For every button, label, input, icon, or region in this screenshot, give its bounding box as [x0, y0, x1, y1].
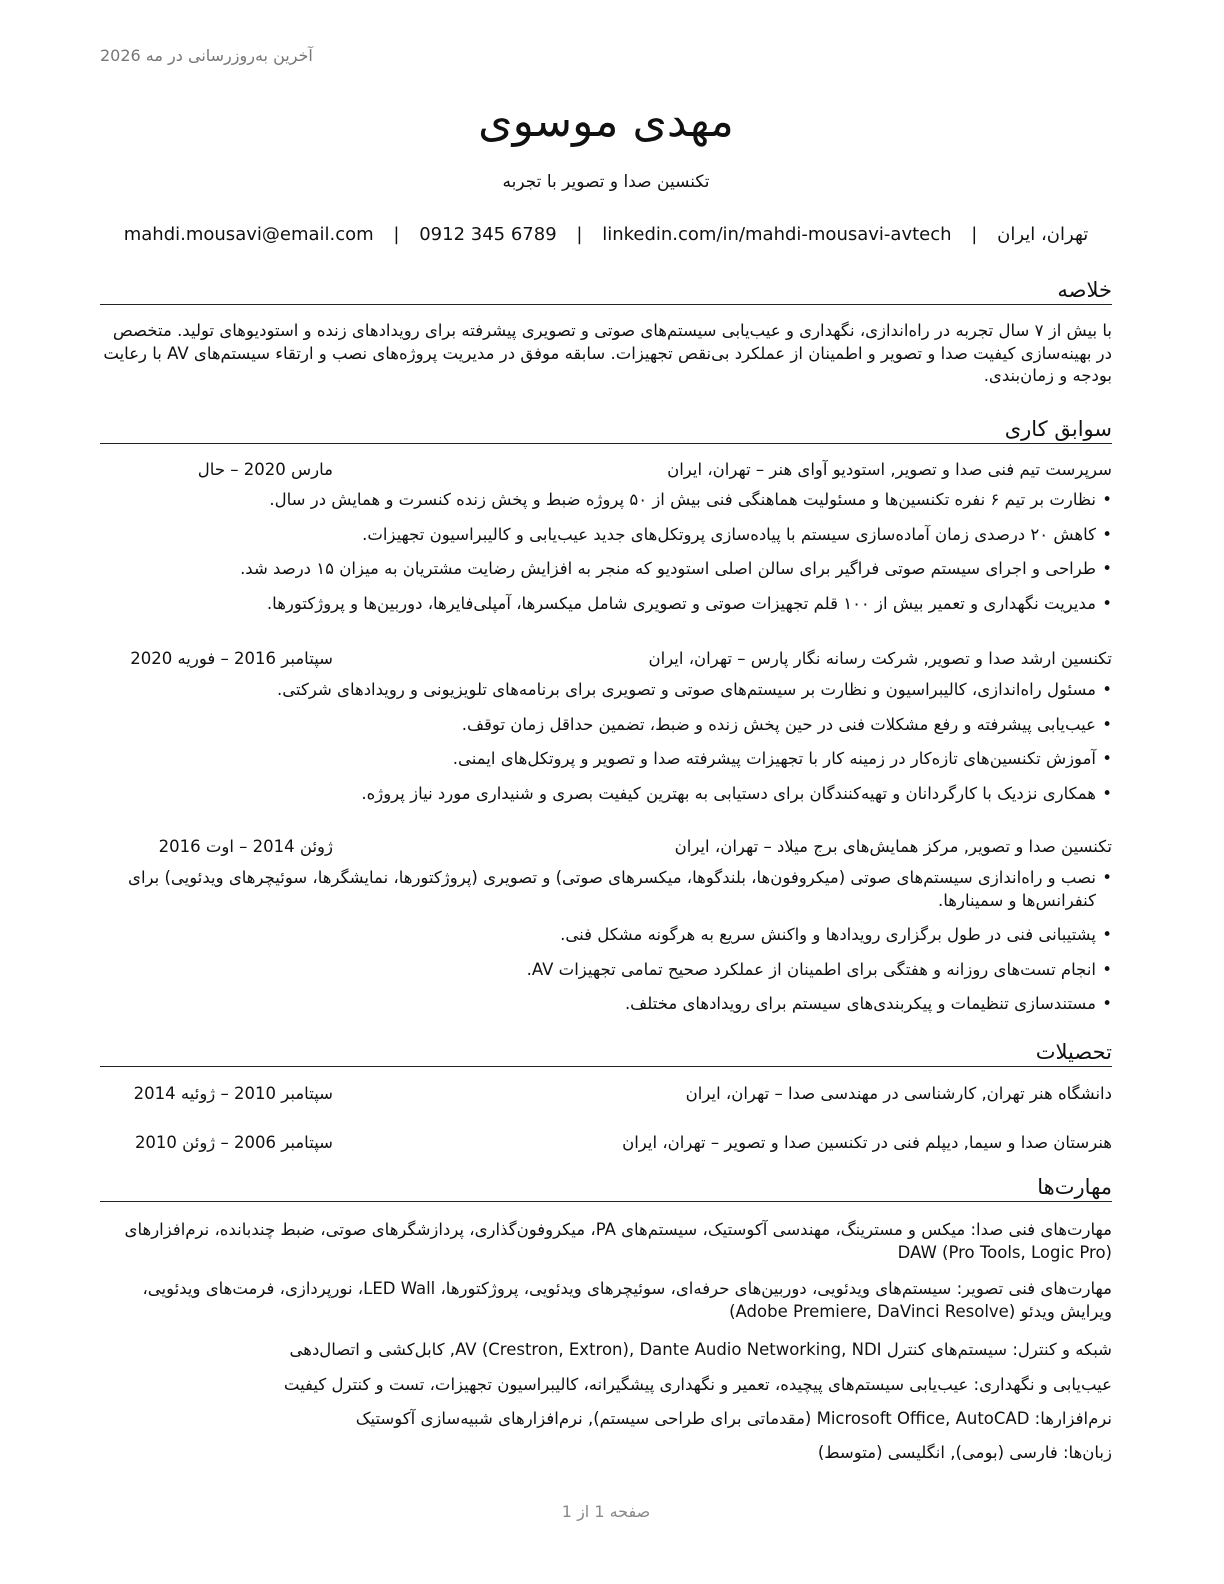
job-bullet: • آموزش تکنسین‌های تازه‌کار در زمینه کار با تجهیزات پیشرفته صدا و تصویر و پروتکل‌های ایمنی.: [100, 748, 1112, 771]
job-bullet: • مسئول راه‌اندازی، کالیبراسیون و نظارت بر سیستم‌های صوتی و تصویری برای برنامه‌های تلویزیونی و رویدادهای شرکتی.: [100, 679, 1112, 702]
contact-email[interactable]: mahdi.mousavi@email.com: [123, 224, 374, 245]
job-dates: ژوئن 2014 – اوت 2016: [158, 837, 333, 856]
contact-separator: |: [393, 224, 400, 245]
page-number: صفحه 1 از 1: [561, 1502, 651, 1521]
last-updated-note: [100, 46, 1112, 65]
job-bullet: • مدیریت نگهداری و تعمیر بیش از ۱۰۰ قلم تجهیزات صوتی و تصویری شامل میکسرها، آمپلی‌فایرها، دوربین‌ها و پروژکتورها.: [100, 593, 1112, 616]
skill-line: عیب‌یابی و نگهداری: عیب‌یابی سیستم‌های پیچیده، تعمیر و نگهداری پیشگیرانه، کالیبراسیون تجهیزات، تست و کنترل کیفیت: [283, 1375, 1112, 1394]
summary-text: با بیش از ۷ سال تجربه در راه‌اندازی، نگهداری و عیب‌یابی سیستم‌های صوتی و تصویری پیشرفته برای رویدادهای زنده و استودیوهای تولید. متخصص در بهینه‌سازی کیفیت صدا و تصویر و اطمینان از عملکرد بی‌نقص تجهیزات. سابقه موفق در مدیریت پروژه‌های نصب و ارتقاء سیستم‌های AV با رعایت بودجه و زمان‌بندی.: [103, 321, 1112, 385]
skill-line: شبکه و کنترل: سیستم‌های کنترل AV (Crestron, Extron), Dante Audio Networking, NDI, کابل‌کشی و اتصال‌دهی: [289, 1340, 1112, 1359]
summary-heading: خلاصه: [100, 276, 1112, 305]
job-header: [100, 458, 1112, 482]
job-role: سرپرست تیم فنی صدا و تصویر, استودیو آوای هنر – تهران، ایران: [667, 460, 1112, 479]
experience-heading: سوابق کاری: [100, 415, 1112, 444]
job-bullet: • مستندسازی تنظیمات و پیکربندی‌های سیستم برای رویدادهای مختلف.: [100, 993, 1112, 1016]
contact-location: تهران، ایران: [997, 224, 1089, 245]
job-bullet: • انجام تست‌های روزانه و هفتگی برای اطمینان از عملکرد صحیح تمامی تجهیزات AV.: [100, 959, 1112, 982]
skill-line: زبان‌ها: فارسی (بومی), انگلیسی (متوسط): [817, 1443, 1112, 1462]
job-dates: مارس 2020 – حال: [197, 460, 333, 479]
skill-line: نرم‌افزارها: Microsoft Office, AutoCAD (مقدماتی برای طراحی سیستم), نرم‌افزارهای شبیه‌سازی آکوستیک: [355, 1409, 1112, 1428]
job-bullet: • همکاری نزدیک با کارگردانان و تهیه‌کنندگان برای دستیابی به بهترین کیفیت بصری و شنیداری مورد نیاز پروژه.: [100, 783, 1112, 806]
contact-linkedin[interactable]: linkedin.com/in/mahdi-mousavi-avtech: [602, 224, 952, 245]
job-role: تکنسین ارشد صدا و تصویر, شرکت رسانه نگار پارس – تهران، ایران: [648, 649, 1112, 668]
candidate-title: تکنسین صدا و تصویر با تجربه: [502, 172, 710, 192]
education-item: [100, 1082, 1112, 1106]
job-header: [100, 835, 1112, 859]
job-bullet: • پشتیبانی فنی در طول برگزاری رویدادها و واکنش سریع به هرگونه مشکل فنی.: [100, 924, 1112, 947]
job-role: تکنسین صدا و تصویر, مرکز همایش‌های برج میلاد – تهران، ایران: [674, 837, 1112, 856]
job-bullet: • نصب و راه‌اندازی سیستم‌های صوتی (میکروفون‌ها، بلندگوها، میکسرهای صوتی) و تصویری (پروژکتورها، نمایشگرها، سوئیچرهای ویدئویی) برای کنفرانس‌ها و سمینارها.: [100, 867, 1112, 912]
job-bullets: [100, 489, 1112, 627]
resume-page: [100, 0, 1112, 1584]
last-updated-text: آخرین به‌روزرسانی در مه 2026: [100, 46, 313, 65]
education-degree: هنرستان صدا و سیما, دیپلم فنی در تکنسین صدا و تصویر – تهران، ایران: [622, 1133, 1112, 1152]
job-dates: سپتامبر 2016 – فوریه 2020: [130, 649, 333, 668]
skill-line: مهارت‌های فنی صدا: میکس و مسترینگ، مهندسی آکوستیک، سیستم‌های PA، میکروفون‌گذاری، پردازشگرهای صوتی، ضبط چندباندە، نرم‌افزارهای DAW (Pro Tools, Logic Pro): [124, 1220, 1112, 1262]
job-bullets: [100, 679, 1112, 817]
job-bullet: • عیب‌یابی پیشرفته و رفع مشکلات فنی در حین پخش زنده و ضبط، تضمین حداقل زمان توقف.: [100, 714, 1112, 737]
education-dates: سپتامبر 2006 – ژوئن 2010: [134, 1133, 333, 1152]
contact-line: [100, 222, 1112, 248]
job-bullets: [100, 867, 1112, 1028]
candidate-name: مهدی موسوی: [478, 96, 734, 147]
contact-separator: |: [576, 224, 583, 245]
contact-phone[interactable]: 0912 345 6789: [419, 224, 557, 245]
contact-separator: |: [971, 224, 978, 245]
job-bullet: • کاهش ۲۰ درصدی زمان آماده‌سازی سیستم با پیاده‌سازی پروتکل‌های جدید عیب‌یابی و کالیبراسیون تجهیزات.: [100, 524, 1112, 547]
job-header: [100, 647, 1112, 671]
education-dates: سپتامبر 2010 – ژوئیه 2014: [133, 1084, 333, 1103]
skill-line: مهارت‌های فنی تصویر: سیستم‌های ویدئویی، دوربین‌های حرفه‌ای، سوئیچرهای ویدئویی، پروژکتورها، LED Wall، نورپردازی، فرمت‌های ویدئویی، ویرایش ویدئو (Adobe Premiere, DaVinci Resolve): [142, 1279, 1112, 1321]
skills-heading: مهارت‌ها: [100, 1173, 1112, 1202]
education-degree: دانشگاه هنر تهران, کارشناسی در مهندسی صدا – تهران، ایران: [685, 1084, 1112, 1103]
education-item: [100, 1131, 1112, 1155]
education-heading: تحصیلات: [100, 1038, 1112, 1067]
job-bullet: • طراحی و اجرای سیستم صوتی فراگیر برای سالن اصلی استودیو که منجر به افزایش رضایت مشتریان به میزان ۱۵ درصد شد.: [100, 558, 1112, 581]
job-bullet: • نظارت بر تیم ۶ نفره تکنسین‌ها و مسئولیت هماهنگی فنی بیش از ۵۰ پروژه ضبط و پخش زنده کنسرت و همایش در سال.: [100, 489, 1112, 512]
